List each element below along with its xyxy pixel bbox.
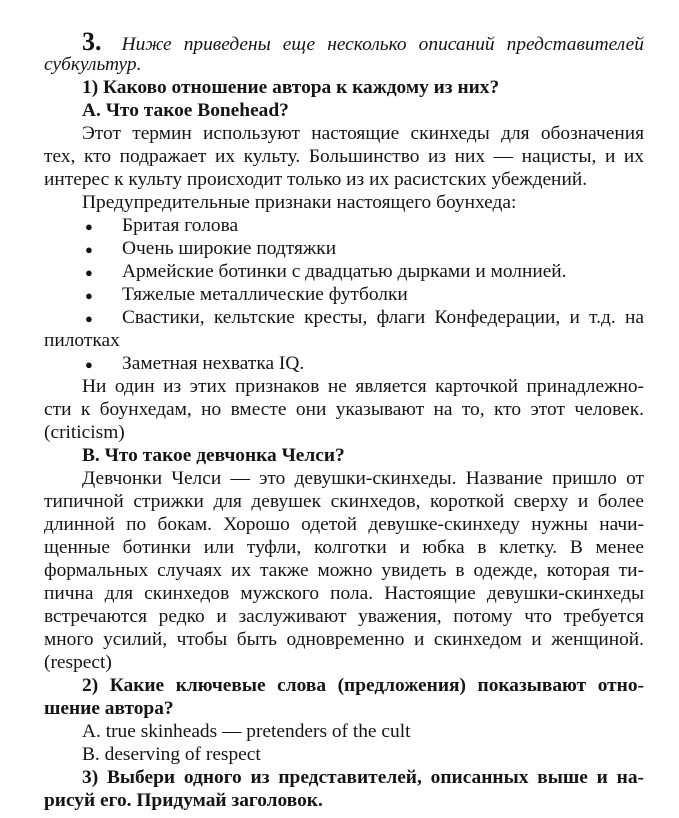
bullet-text: Армейские ботинки с двадцатью дырками и молнией. (122, 261, 567, 282)
paragraph-line: щенные ботинки или туфли, колготки и юбка в клетку. В менее (44, 537, 644, 558)
list-intro-line: Предупредительные признаки настоящего боунхеда: (82, 192, 517, 213)
paragraph-line: пична для скинхедов мужского пола. Настоящие девушки-скинхеды (44, 583, 644, 604)
bullet-text: Заметная нехватка IQ. (122, 353, 305, 374)
bullet-item (44, 237, 644, 260)
question-1-heading: 1) Каково отношение автора к каждому из них? (82, 77, 500, 98)
paragraph-line: интерес к культу происходит только из их расистских убеждений. (44, 169, 588, 190)
section-b-heading: В. Что такое девчонка Челси? (82, 445, 345, 466)
bullet-item (44, 260, 644, 283)
question-3-heading-line2: рисуй его. Придумай заголовок. (44, 790, 323, 811)
bullet-icon: ● (85, 311, 93, 326)
paragraph-line: сти к боунхедам, но вместе они указывают на то, кто этот человек. (44, 399, 644, 420)
bullet-text: Свастики, кельтские кресты, флаги Конфедерации, и т.д. на (122, 307, 644, 328)
bullet-text: Тяжелые металлические футболки (122, 284, 408, 305)
bullet-item (44, 214, 644, 237)
paragraph-line: формальных случаях их также можно увидеть в одежде, которая ти- (44, 560, 644, 581)
criticism-label: (criticism) (44, 422, 125, 443)
paragraph-line: длинной по бокам. Хорошо одетой девушке-скинхеду нужны начи- (44, 514, 644, 535)
exercise-intro-line: субкультур. (44, 54, 142, 75)
bullet-text: Бритая голова (122, 215, 239, 236)
section-a-heading: А. Что такое Bonehead? (82, 100, 289, 121)
paragraph-line: тех, кто подражает их культу. Большинство из них — нацисты, и их (44, 146, 644, 167)
exercise-intro-line (44, 27, 644, 56)
answer-a-line: A. true skinheads — pretenders of the cult (82, 721, 411, 742)
question-3-heading-line1: 3) Выбери одного из представителей, описанных выше и на- (82, 767, 644, 788)
question-2-heading-line1: 2) Какие ключевые слова (предложения) показывают отно- (82, 675, 644, 696)
exercise-number: 3. (82, 27, 102, 56)
paragraph-line: встречаются редко и заслуживают уважения, потому что требуется (44, 606, 644, 627)
bullet-icon: ● (85, 242, 93, 257)
paragraph-line: Этот термин используют настоящие скинхеды для обозначения (82, 123, 644, 144)
bullet-icon: ● (85, 357, 93, 372)
bullet-icon: ● (85, 219, 93, 234)
answer-b-line: B. deserving of respect (82, 744, 261, 765)
question-2-heading-line2: шение автора? (44, 698, 174, 719)
paragraph-line: много усилий, чтобы быть одновременно и скинхедом и женщиной. (44, 629, 644, 650)
exercise-intro-text: Ниже приведены еще несколько описаний представителей (121, 34, 644, 55)
bullet-item (44, 283, 644, 306)
paragraph-line: Ни один из этих признаков не является карточкой принадлежно- (82, 376, 644, 397)
bullet-item (44, 306, 644, 329)
respect-label: (respect) (44, 652, 112, 673)
paragraph-line: типичной стрижки для девушек скинхедов, короткой сверху и более (44, 491, 644, 512)
paragraph-line: Девчонки Челси — это девушки-скинхеды. Название пришло от (82, 468, 644, 489)
bullet-icon: ● (85, 288, 93, 303)
bullet-item (44, 352, 644, 375)
bullet-item-continuation: пилотках (44, 330, 120, 351)
bullet-text: Очень широкие подтяжки (122, 238, 337, 259)
document-page (44, 27, 644, 812)
bullet-icon: ● (85, 265, 93, 280)
